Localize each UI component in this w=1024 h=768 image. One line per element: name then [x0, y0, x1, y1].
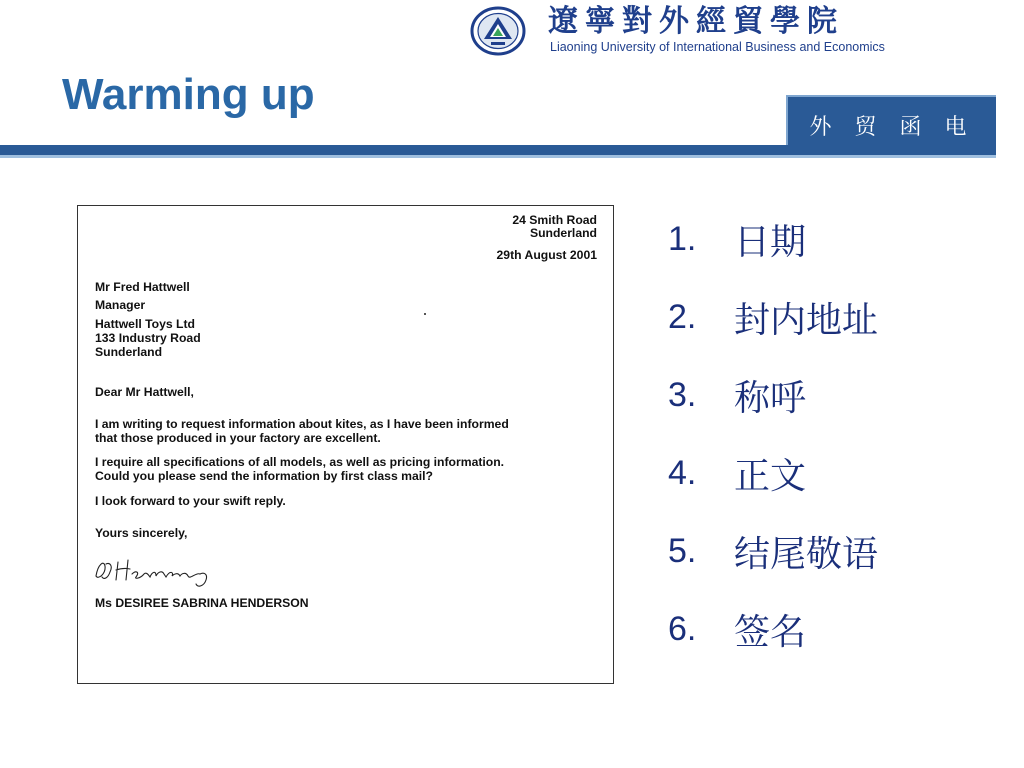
list-item	[668, 200, 1008, 278]
university-emblem-icon	[470, 6, 526, 56]
list-item-text: 正文	[734, 455, 807, 497]
list-item-number: 1.	[668, 219, 697, 258]
letter-date: 29th August 2001	[496, 248, 597, 262]
signer-name: Ms DESIREE SABRINA HENDERSON	[95, 596, 309, 610]
recipient-company: Hattwell Toys Ltd	[95, 317, 195, 331]
complimentary-close: Yours sincerely,	[95, 526, 188, 540]
list-item-text: 封内地址	[734, 299, 879, 341]
list-item-number: 4.	[668, 453, 697, 492]
sample-letter	[77, 205, 614, 684]
body-paragraph-2-line-1: I require all specifications of all models, as well as pricing information.	[95, 455, 505, 469]
list-item	[668, 356, 1008, 434]
university-logo	[470, 6, 1010, 56]
letter-parts-list	[668, 200, 1008, 668]
handwritten-signature	[92, 550, 222, 590]
list-item-text: 称呼	[734, 377, 807, 419]
list-item	[668, 278, 1008, 356]
salutation: Dear Mr Hattwell,	[95, 385, 194, 399]
header-divider	[0, 145, 996, 155]
recipient-name: Mr Fred Hattwell	[95, 280, 190, 294]
body-paragraph-2-line-2: Could you please send the information by first class mail?	[95, 469, 433, 483]
body-paragraph-3: I look forward to your swift reply.	[95, 494, 286, 508]
list-item	[668, 512, 1008, 590]
list-item-number: 6.	[668, 609, 697, 648]
recipient-city: Sunderland	[95, 345, 163, 359]
sender-address-line-1: 24 Smith Road	[512, 213, 597, 227]
course-tag-label: 外 贸 函 电	[809, 114, 975, 140]
list-item-text: 日期	[734, 221, 807, 263]
list-item	[668, 434, 1008, 512]
recipient-title: Manager	[95, 298, 146, 312]
body-paragraph-1-line-2: that those produced in your factory are excellent.	[95, 431, 381, 445]
list-item-number: 3.	[668, 375, 697, 414]
list-item-text: 结尾敬语	[734, 533, 879, 575]
university-name-en: Liaoning University of International Business and Economics	[550, 40, 885, 54]
list-item	[668, 590, 1008, 668]
slide-title: Warming up	[62, 70, 315, 119]
list-item-text: 签名	[734, 611, 807, 653]
sender-address-line-2: Sunderland	[529, 226, 597, 240]
list-item-number: 5.	[668, 531, 697, 570]
header-divider-highlight	[0, 155, 996, 158]
recipient-street: 133 Industry Road	[95, 331, 201, 345]
list-item-number: 2.	[668, 297, 697, 336]
body-paragraph-1-line-1: I am writing to request information about kites, as I have been informed	[95, 417, 509, 431]
stray-dot	[424, 313, 426, 315]
university-name-cn: 遼寧對外經貿學院	[548, 4, 844, 39]
